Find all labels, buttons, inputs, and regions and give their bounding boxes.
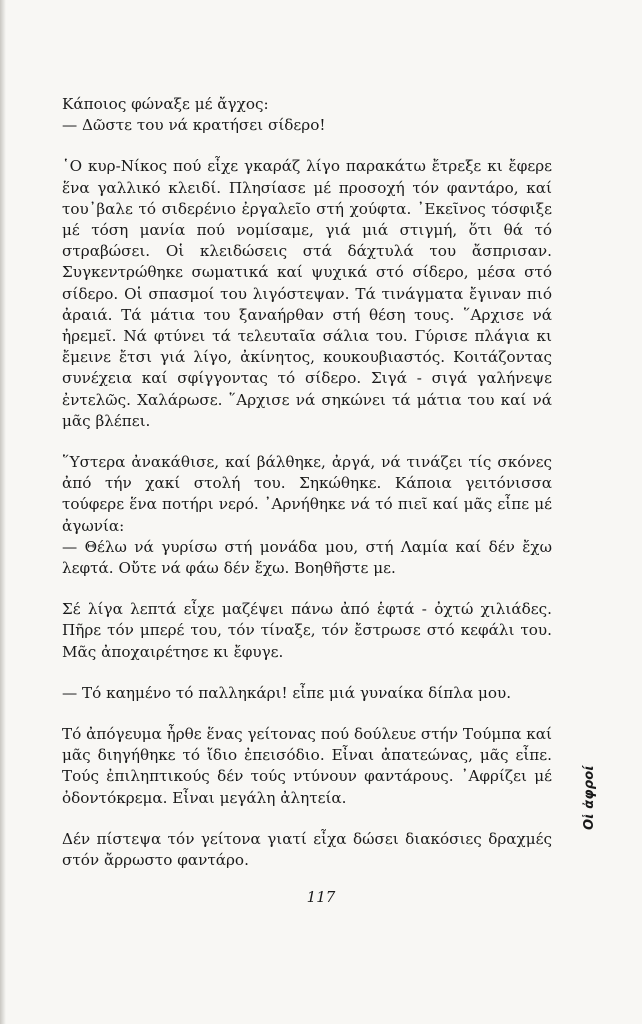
page-number: 117 <box>306 888 336 906</box>
body-text <box>62 94 552 871</box>
paragraph-3: ῾Ο κυρ-Νίκος πού εἶχε γκαράζ λίγο παρακάτω ἔτρεξε κι ἔφερε ἕνα γαλλικό κλειδί. Πλησίασε μέ προσοχή τόν φαντάρο, καί του᾿βαλε τό σιδερένιο ἐργαλεῖο στή χούφτα. ᾿Εκεῖνος τόσφιξε μέ τόση μανία πού νομίσαμε, γιά μιά στιγμή, ὅτι θά τό στραβώσει. Οἱ κλειδώσεις στά δάχτυλά του ἄσπρισαν. Συγκεντρώθηκε σωματικά καί ψυχικά στό σίδερο, μέσα στό σίδερο. Οἱ σπασμοί του λιγόστεψαν. Τά τινάγματα ἔγιναν πιό ἀραιά. Τά μάτια του ξαναήρθαν στή θέση τους. ῞Αρχισε νά ἠρεμεῖ. Νά φτύνει τά τελευταῖα σάλια του. Γύρισε πλάγια κι ἔμεινε ἔτσι γιά λίγο, ἀκίνητος, κουκουβιαστός. Κοιτάζοντας συνέχεια καί σφίγγοντας τό σίδερο. Σιγά - σιγά γαλήνεψε ἐντελῶς. Χαλάρωσε. ῞Αρχισε νά σηκώνει τά μάτια του καί νά μᾶς βλέπει. <box>62 157 552 430</box>
paragraph-6: Σέ λίγα λεπτά εἶχε μαζέψει πάνω ἀπό ἑφτά - ὀχτώ χιλιάδες. Πῆρε τόν μπερέ του, τόν τίναξε, τόν ἔστρωσε στό κεφάλι του. Μᾶς ἀποχαιρέτησε κι ἔφυγε. <box>62 600 552 661</box>
paragraph-9: Δέν πίστεψα τόν γείτονα γιατί εἶχα δώσει διακόσιες δραχμές στόν ἄρρωστο φαντάρο. <box>62 829 552 870</box>
paragraph-4: ῞Υστερα ἀνακάθισε, καί βάλθηκε, ἀργά, νά τινάζει τίς σκόνες ἀπό τήν χακί στολή του. Σηκώθηκε. Κάποια γειτόνισσα τούφερε ἕνα ποτήρι νερό. ᾿Αρνήθηκε νά τό πιεῖ καί μᾶς εἶπε μέ ἀγωνία: <box>62 453 552 535</box>
page-edge-shadow <box>0 0 6 1024</box>
paragraph-1: Κάποιος φώναξε μέ ἄγχος: <box>62 95 269 113</box>
running-title: Οἱ ἀφροί <box>582 765 597 830</box>
paragraph-8: Τό ἀπόγευμα ἦρθε ἕνας γείτονας πού δούλευε στήν Τούμπα καί μᾶς διηγήθηκε τό ἴδιο ἐπεισόδιο. Εἶναι ἀπατεώνας, μᾶς εἶπε. Τούς ἐπιληπτικούς δέν τούς ντύνουν φαντάρους. ᾿Αφρίζει μέ ὀδοντόκρεμα. Εἶναι μεγάλη ἀλητεία. <box>62 725 552 807</box>
paragraph-2: — Δῶστε του νά κρατήσει σίδερο! <box>62 116 326 135</box>
paragraph-5: — Θέλω νά γυρίσω στή μονάδα μου, στή Λαμία καί δέν ἔχω λεφτά. Οὔτε νά φάω δέν ἔχω. Βοηθῆστε με. <box>62 537 552 578</box>
paragraph-7: — Τό καημένο τό παλληκάρι! εἶπε μιά γυναίκα δίπλα μου. <box>62 683 512 702</box>
